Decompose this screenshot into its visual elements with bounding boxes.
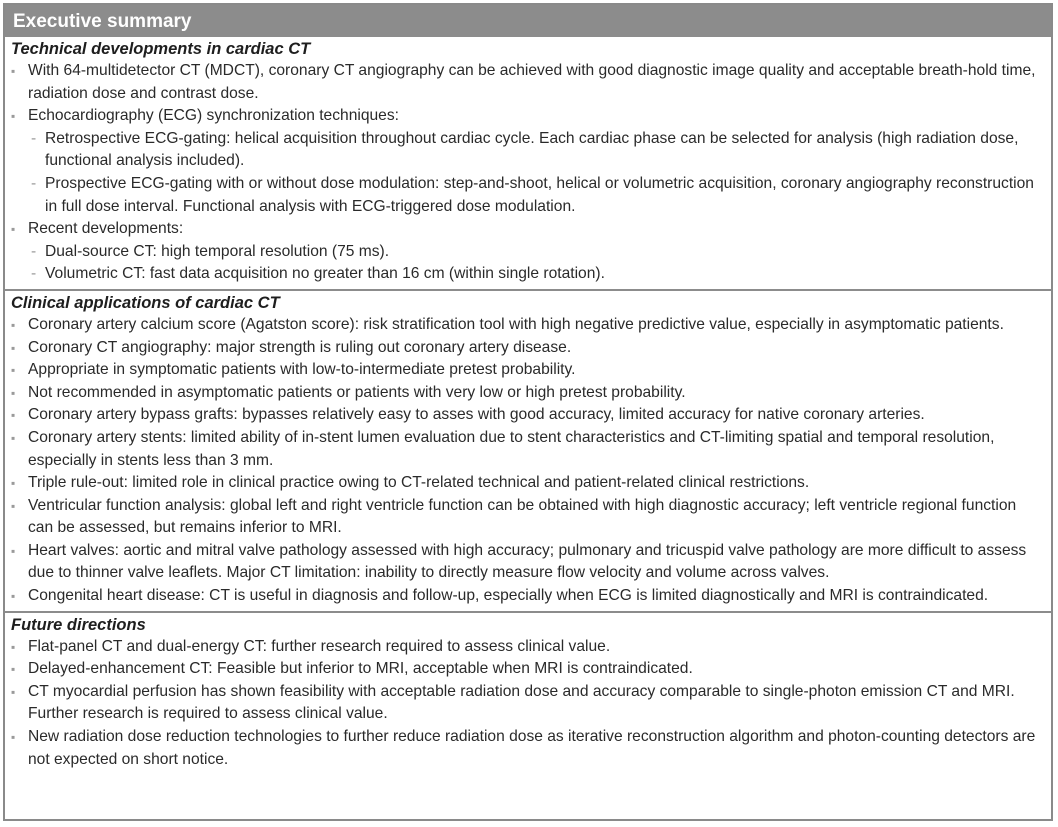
square-bullet-icon: ▪ bbox=[11, 639, 16, 654]
sub-bullet-item bbox=[11, 128, 1045, 173]
bullet-item bbox=[11, 105, 1045, 128]
bullet-text: Coronary artery bypass grafts: bypasses relatively easy to asses with good accuracy, limited accuracy for native coronary arteries. bbox=[28, 406, 925, 424]
square-bullet-icon: ▪ bbox=[11, 222, 16, 237]
square-bullet-icon: ▪ bbox=[11, 589, 16, 604]
bullet-text: Coronary artery calcium score (Agatston score): risk stratification tool with high negative predictive value, especially in asymptomatic patients. bbox=[28, 315, 1004, 333]
bullet-text: With 64-multidetector CT (MDCT), coronary CT angiography can be achieved with good diagnostic image quality and acceptable breath-hold time, radiation dose and contrast dose. bbox=[28, 62, 1036, 102]
bullet-item bbox=[11, 472, 1045, 495]
square-bullet-icon: ▪ bbox=[11, 430, 16, 445]
dash-bullet-icon: - bbox=[31, 242, 37, 260]
square-bullet-icon: ▪ bbox=[11, 408, 16, 423]
bullet-text: Heart valves: aortic and mitral valve pathology assessed with high accuracy; pulmonary and tricuspid valve pathology are more difficult to assess due to thinner valve leaflets. Major CT limitation: inability to directly measure flow velocity and volume across valves. bbox=[28, 541, 1027, 582]
bullet-text: Echocardiography (ECG) synchronization techniques: bbox=[28, 107, 399, 125]
bullet-item bbox=[11, 681, 1045, 726]
square-bullet-icon: ▪ bbox=[11, 363, 16, 378]
dash-bullet-icon: - bbox=[31, 265, 37, 283]
bullet-text: Prospective ECG-gating with or without dose modulation: step-and-shoot, helical or volumetric acquisition, coronary angiography reconstruction in full dose interval. Functional analysis with ECG-triggered dose modulation. bbox=[45, 174, 1034, 215]
bullet-item bbox=[11, 337, 1045, 360]
bullet-text: Coronary artery stents: limited ability of in-stent lumen evaluation due to stent characteristics and CT-limiting spatial and temporal resolution, especially in stents less than 3 mm. bbox=[28, 428, 995, 469]
bullet-item bbox=[11, 404, 1045, 427]
section-heading: Future directions bbox=[11, 615, 146, 634]
summary-section bbox=[5, 37, 1051, 289]
summary-section bbox=[5, 611, 1051, 775]
bullet-text: CT myocardial perfusion has shown feasibility with acceptable radiation dose and accuracy comparable to single-photon emission CT and MRI. Further research is required to assess clinical value. bbox=[28, 682, 1015, 723]
sub-bullet-item bbox=[11, 263, 1045, 286]
dash-bullet-icon: - bbox=[31, 174, 37, 192]
square-bullet-icon: ▪ bbox=[11, 730, 16, 745]
square-bullet-icon: ▪ bbox=[11, 543, 16, 558]
bullet-text: Delayed-enhancement CT: Feasible but inferior to MRI, acceptable when MRI is contraindicated. bbox=[28, 660, 693, 678]
square-bullet-icon: ▪ bbox=[11, 684, 16, 699]
sub-bullet-item bbox=[11, 241, 1045, 264]
square-bullet-icon: ▪ bbox=[11, 317, 16, 332]
executive-summary-box bbox=[3, 3, 1053, 821]
bullet-item bbox=[11, 314, 1045, 337]
sections-container bbox=[5, 37, 1051, 774]
bullet-item bbox=[11, 726, 1045, 771]
bullet-item bbox=[11, 495, 1045, 540]
bullet-text: New radiation dose reduction technologies to further reduce radiation dose as iterative reconstruction algorithm and photon-counting detectors are not expected on short notice. bbox=[28, 728, 1036, 768]
bullet-item bbox=[11, 658, 1045, 681]
summary-section bbox=[5, 289, 1051, 611]
bullet-text: Not recommended in asymptomatic patients or patients with very low or high pretest probability. bbox=[28, 383, 686, 401]
bullet-item bbox=[11, 60, 1045, 105]
section-heading: Clinical applications of cardiac CT bbox=[11, 293, 280, 312]
section-heading: Technical developments in cardiac CT bbox=[11, 40, 311, 58]
bullet-text: Volumetric CT: fast data acquisition no greater than 16 cm (within single rotation). bbox=[45, 265, 605, 283]
square-bullet-icon: ▪ bbox=[11, 476, 16, 491]
bullet-text: Appropriate in symptomatic patients with low-to-intermediate pretest probability. bbox=[28, 361, 576, 379]
bullet-item bbox=[11, 359, 1045, 382]
square-bullet-icon: ▪ bbox=[11, 109, 16, 124]
bullet-text: Recent developments: bbox=[28, 220, 184, 238]
bullet-text: Retrospective ECG-gating: helical acquisition throughout cardiac cycle. Each cardiac phase can be selected for analysis (high radiation dose, functional analysis included). bbox=[45, 129, 1019, 170]
bullet-item bbox=[11, 218, 1045, 241]
square-bullet-icon: ▪ bbox=[11, 340, 16, 355]
bullet-text: Coronary CT angiography: major strength is ruling out coronary artery disease. bbox=[28, 338, 572, 356]
bullet-text: Flat-panel CT and dual-energy CT: further research required to assess clinical value. bbox=[28, 637, 611, 655]
bullet-item bbox=[11, 540, 1045, 585]
box-title: Executive summary bbox=[5, 5, 1051, 37]
dash-bullet-icon: - bbox=[31, 129, 37, 147]
square-bullet-icon: ▪ bbox=[11, 64, 16, 78]
bullet-text: Ventricular function analysis: global left and right ventricle function can be obtained with high diagnostic accuracy; left ventricle regional function can be assessed, but remains inferior to MRI. bbox=[28, 496, 1017, 537]
square-bullet-icon: ▪ bbox=[11, 498, 16, 513]
bullet-text: Triple rule-out: limited role in clinical practice owing to CT-related technical and patient-related clinical restrictions. bbox=[28, 474, 810, 492]
bullet-item bbox=[11, 585, 1045, 608]
bullet-text: Congenital heart disease: CT is useful in diagnosis and follow-up, especially when ECG is limited diagnostically and MRI is contraindicated. bbox=[28, 587, 989, 605]
bullet-item bbox=[11, 427, 1045, 472]
bullet-item bbox=[11, 382, 1045, 405]
square-bullet-icon: ▪ bbox=[11, 385, 16, 400]
bullet-item bbox=[11, 636, 1045, 659]
square-bullet-icon: ▪ bbox=[11, 662, 16, 677]
sub-bullet-item bbox=[11, 173, 1045, 218]
bullet-text: Dual-source CT: high temporal resolution (75 ms). bbox=[45, 242, 390, 260]
